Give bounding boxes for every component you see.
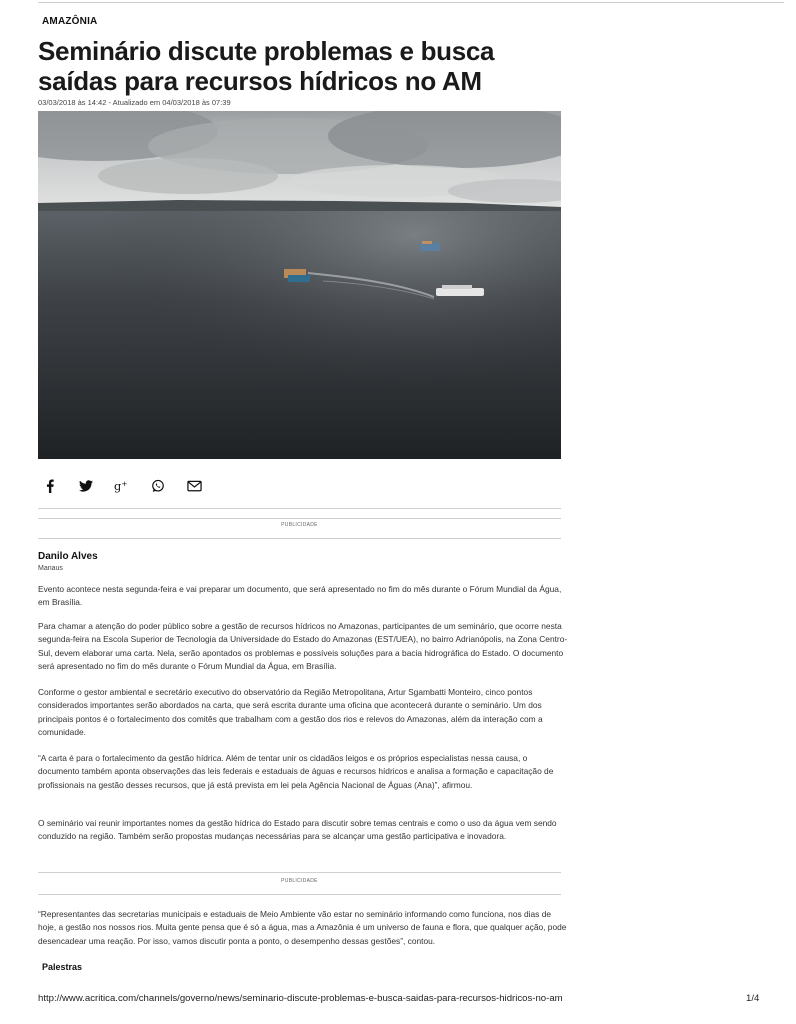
ad-label: PUBLICIDADE — [281, 878, 318, 884]
svg-text:+: + — [121, 479, 128, 488]
article-paragraph: Para chamar a atenção do poder público sobre a gestão de recursos hídricos no Amazonas, participantes de um seminário, que ocorre nesta segunda-feira na Escola Superior de Tecnologia da Universidade do Estado do Amazonas (EST/UEA), no bairro Adrianópolis, na Zona Centro-Sul, devem elaborar uma carta. Nela, serão apontados os problemas e possíveis soluções para a bacia hidrográfica do Estado. O documento será apresentado no fim do mês durante o Fórum Mundial da Água, em Brasília. — [38, 621, 568, 672]
article-title: Seminário discute problemas e busca saídas para recursos hídricos no AM — [38, 36, 495, 96]
whatsapp-icon[interactable] — [146, 474, 170, 498]
ad-bottom-border — [38, 894, 561, 895]
email-icon[interactable] — [182, 474, 206, 498]
author-name[interactable]: Danilo Alves — [38, 551, 98, 562]
top-divider — [38, 2, 784, 3]
svg-text:g: g — [114, 479, 122, 493]
article-dateline: 03/03/2018 às 14:42 - Atualizado em 04/03/2018 às 07:39 — [38, 98, 231, 107]
article-paragraph: Conforme o gestor ambiental e secretário executivo do observatório da Região Metropolitana, Artur Sgambatti Monteiro, cinco pontos considerados importantes serão abordados na carta, que será escrita durante uma oficina que acontecerá durante o seminário. Um dos principais pontos é o fortalecimento dos comitês que trabalham com a gestão dos rios e relevos do Amazonas, além da interação com a comunidade. — [38, 687, 543, 738]
article-paragraph: O seminário vai reunir importantes nomes da gestão hídrica do Estado para discutir sobre temas centrais e como o uso da água vem sendo conduzido na região. Também serão propostas mudanças necessárias para se alcançar uma gestão participativa e inovadora. — [38, 818, 557, 842]
section-label[interactable]: AMAZÔNIA — [42, 16, 98, 27]
google-plus-icon[interactable] — [110, 474, 134, 498]
share-bar — [38, 473, 218, 499]
article-lead: Evento acontece nesta segunda-feira e vai preparar um documento, que será apresentado no fim do mês durante o Fórum Mundial da Água, em Brasília. — [38, 584, 562, 608]
twitter-icon[interactable] — [74, 474, 98, 498]
footer-url: http://www.acritica.com/channels/governo/news/seminario-discute-problemas-e-busca-saidas-para-recursos-hidricos-no-am — [38, 993, 563, 1004]
article-quote: “A carta é para o fortalecimento da gestão hídrica. Além de tentar unir os cidadãos leigos e os próprios especialistas nessa causa, o documento também aponta observações das leis federais e estaduais de águas e recursos hídricos e analisa a formação e capacitação de profissionais na gestão desses recursos, que já está prevista em lei pela Agência Nacional de Águas (Ana)”, afirmou. — [38, 753, 554, 790]
article-quote: “Representantes das secretarias municipais e estaduais de Meio Ambiente vão estar no seminário informando como funciona, nos dias de hoje, a gestão nos nossos rios. Muita gente pensa que é só a água, mas a Amazônia é um universo de fauna e flora, que qualquer ação, pode desencadear uma reação. Por isso, vamos discutir ponta a ponto, o desempenho dessas gestões”, contou. — [38, 909, 567, 946]
divider — [38, 508, 561, 509]
author-location: Manaus — [38, 565, 63, 572]
ad-bottom-border — [38, 538, 561, 539]
ad-top-border — [38, 518, 561, 519]
hero-image — [38, 111, 561, 459]
facebook-icon[interactable] — [38, 474, 62, 498]
page-number: 1/4 — [746, 993, 760, 1004]
ad-label: PUBLICIDADE — [281, 522, 318, 528]
river-aerial-photo — [38, 111, 561, 459]
section-subheading: Palestras — [42, 962, 83, 972]
ad-top-border — [38, 872, 561, 873]
